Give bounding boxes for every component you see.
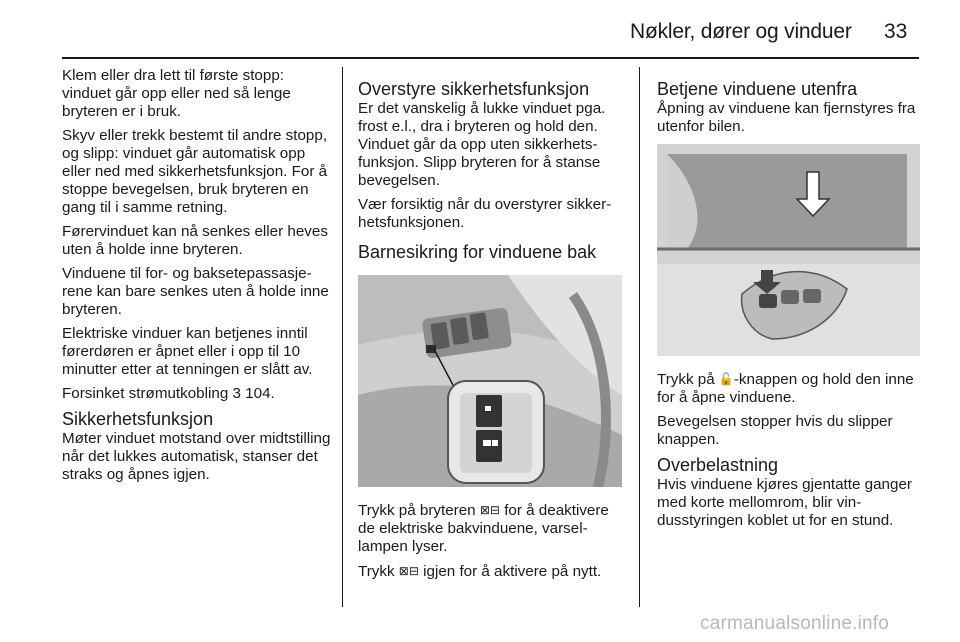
column-3 — [657, 67, 921, 536]
section-heading: Betjene vinduene utenfra — [657, 79, 858, 99]
section-heading: Barnesikring for vinduene bak — [358, 242, 597, 262]
paragraph-text: for å deaktivere de elektriske bakvinduene, varsellampen lyser. — [358, 502, 609, 555]
paragraph: Åpning av vinduene kan fjernstyres fra utenfor bilen. — [657, 100, 916, 135]
paragraph: Vær forsiktig når du overstyrer sikkerhetsfunksjonen. — [358, 196, 612, 231]
page-header-title: Nøkler, dører og vinduer — [630, 20, 852, 43]
unlock-icon: 🔓 — [718, 372, 734, 386]
paragraph — [358, 562, 624, 581]
paragraph — [657, 370, 921, 407]
door-switch-illustration — [358, 275, 622, 487]
paragraph: Bevegelsen stopper hvis du slipper knappen. — [657, 413, 893, 448]
paragraph: Møter vinduet motstand over midtstilling når det lukkes automatisk, stanser det straks og åpnes igjen. — [62, 430, 331, 483]
paragraph: Klem eller dra lett til første stopp: vinduet går opp eller ned så lenge bryteren er i bruk. — [62, 67, 291, 120]
child-lock-icon: ⊠⊟ — [479, 503, 500, 517]
paragraph: Er det vanskelig å lukke vinduet pga. frost e.l., dra i bryteren og hold den. Vinduet går da opp uten sikkerhetsfunksjon. Slipp bryteren for å stanse bevegelsen. — [358, 100, 606, 189]
paragraph-text: igjen for å aktivere på nytt. — [423, 563, 602, 580]
column-2 — [358, 67, 624, 587]
header-rule — [62, 57, 919, 59]
child-lock-icon: ⊠⊟ — [398, 564, 419, 578]
page-number: 33 — [884, 20, 908, 43]
column-divider-1 — [342, 67, 343, 607]
watermark: carmanualsonline.info — [700, 613, 890, 634]
paragraph — [358, 501, 624, 556]
paragraph — [62, 385, 334, 403]
paragraph: Førervinduet kan nå senkes eller heves uten å holde inne bryteren. — [62, 223, 328, 258]
section-heading: Overbelastning — [657, 455, 779, 475]
column-divider-2 — [639, 67, 640, 607]
section-heading: Sikkerhetsfunksjon — [62, 409, 214, 429]
page-reference-link[interactable]: 3 104. — [232, 385, 275, 402]
paragraph: Vinduene til for- og baksetepassasjerene kan bare senkes uten å holde inne bryteren. — [62, 265, 329, 318]
paragraph: Skyv eller trekk bestemt til andre stopp, og slipp: vinduet går automatisk opp eller ned med sikkerhetsfunksjon. For å stoppe bevegelsen, bruk bryteren en gang til i samme retning. — [62, 127, 328, 216]
remote-key-illustration — [657, 144, 920, 356]
paragraph-text: -knappen og hold den inne for å åpne vinduene. — [657, 371, 914, 406]
paragraph-text: Forsinket strømutkobling — [62, 385, 229, 402]
paragraph: Elektriske vinduer kan betjenes inntil førerdøren er åpnet eller i opp til 10 minutter etter at tenningen er slått av. — [62, 325, 313, 378]
section-heading: Overstyre sikkerhetsfunksjon — [358, 79, 590, 99]
column-1 — [62, 67, 334, 490]
paragraph: Hvis vinduene kjøres gjentatte ganger med korte mellomrom, blir vindusstyringen koblet ut for en stund. — [657, 476, 912, 529]
paragraph-text: Trykk på bryteren — [358, 502, 476, 519]
paragraph-text: Trykk — [358, 563, 395, 580]
paragraph-text: Trykk på — [657, 371, 715, 388]
